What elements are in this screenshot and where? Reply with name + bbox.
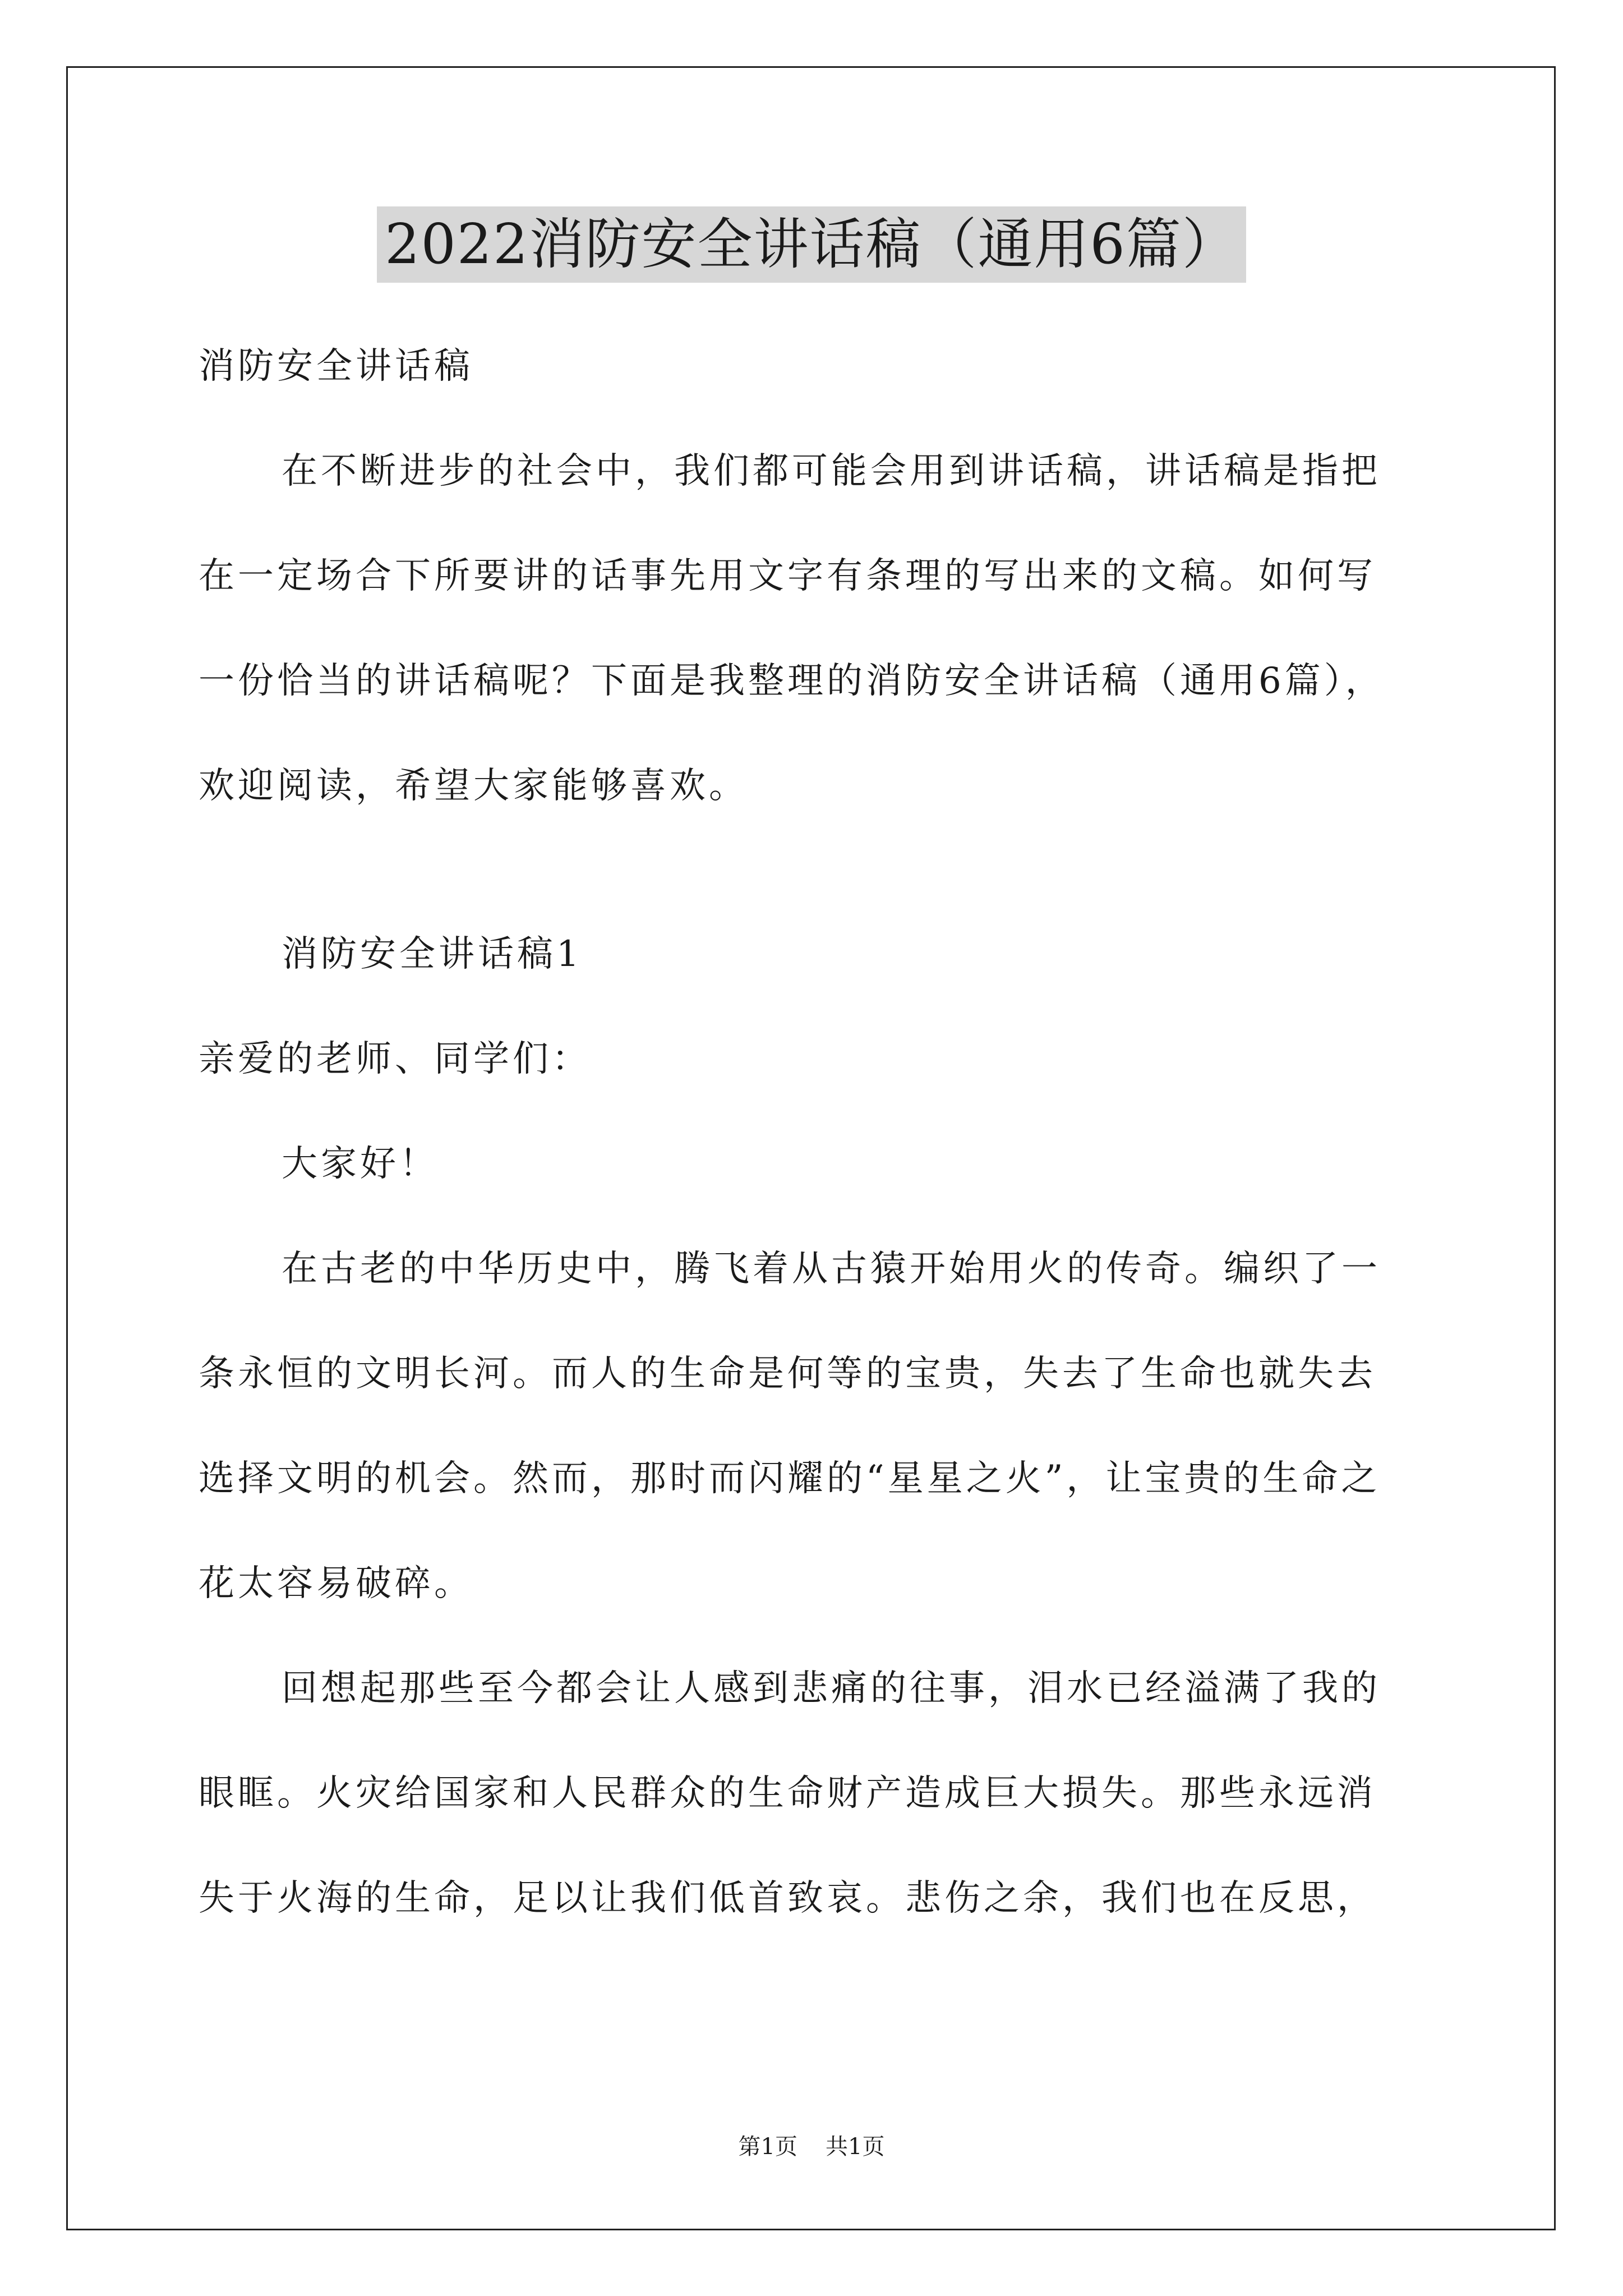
paragraph-line: 在不断进步的社会中，我们都可能会用到讲话稿，讲话稿是指把 <box>282 450 1381 492</box>
paragraph-gap <box>199 869 1472 932</box>
paragraph-line: 眼眶。火灾给国家和人民群众的生命财产造成巨大损失。那些永远消 <box>199 1773 1376 1814</box>
page-footer <box>0 2133 1623 2161</box>
paragraph-line: 欢迎阅读，希望大家能够喜欢。 <box>199 765 748 807</box>
section-heading: 消防安全讲话稿1 <box>282 933 583 975</box>
paragraph-line: 亲爱的老师、同学们： <box>199 1038 591 1080</box>
document-body <box>199 344 1472 1981</box>
paragraph-line: 花太容易破碎。 <box>199 1563 473 1604</box>
paragraph-line: 在古老的中华历史中，腾飞着从古猿开始用火的传奇。编织了一 <box>282 1248 1381 1290</box>
paragraph-line: 失于火海的生命，足以让我们低首致哀。悲伤之余，我们也在反思， <box>199 1878 1376 1919</box>
paragraph-line: 条永恒的文明长河。而人的生命是何等的宝贵，失去了生命也就失去 <box>199 1353 1376 1395</box>
paragraph-line: 一份恰当的讲话稿呢？下面是我整理的消防安全讲话稿（通用6篇）， <box>199 660 1385 702</box>
paragraph-line: 消防安全讲话稿 <box>199 346 473 387</box>
document-title: 2022消防安全讲话稿（通用6篇） <box>377 206 1246 283</box>
title-container <box>0 206 1623 283</box>
page-number: 第1页 <box>738 2134 797 2160</box>
paragraph-line: 选择文明的机会。然而，那时而闪耀的“星星之火”，让宝贵的生命之 <box>199 1458 1381 1499</box>
page-count: 共1页 <box>826 2134 885 2160</box>
paragraph-line: 大家好！ <box>282 1143 439 1185</box>
paragraph-line: 回想起那些至今都会让人感到悲痛的往事，泪水已经溢满了我的 <box>282 1668 1381 1709</box>
paragraph-line: 在一定场合下所要讲的话事先用文字有条理的写出来的文稿。如何写 <box>199 555 1376 597</box>
